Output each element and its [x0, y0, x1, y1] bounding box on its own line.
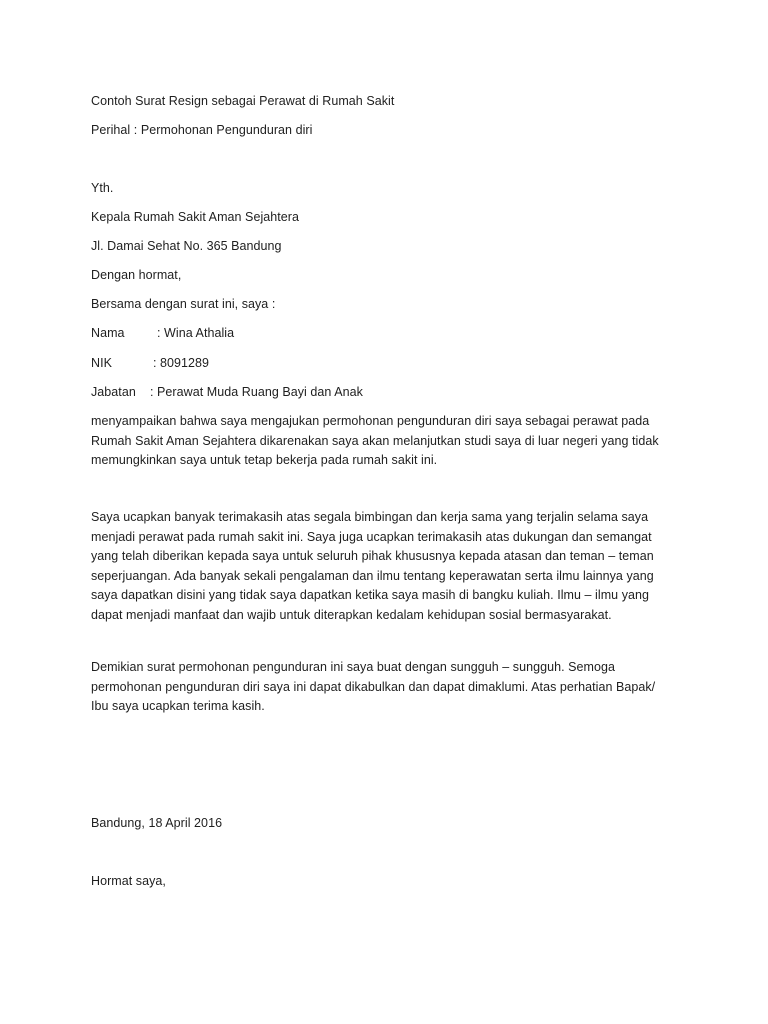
closing: Hormat saya, — [91, 874, 166, 888]
recipient-name: Kepala Rumah Sakit Aman Sejahtera — [91, 210, 300, 224]
identity-row-nama — [91, 325, 235, 341]
paragraph-line: menjadi perawat pada rumah sakit ini. Saya juga ucapkan terimakasih atas dukungan dan semangat — [91, 529, 652, 544]
paragraph-line: yang telah diberikan kepada saya untuk seluruh pihak khususnya kepada atasan dan teman – teman — [91, 549, 654, 563]
identity-label: Jabatan — [91, 385, 136, 399]
identity-row-nik — [91, 355, 210, 371]
greeting: Dengan hormat, — [91, 268, 182, 282]
paragraph-line: permohonan pengunduran diri saya ini dapat dikabulkan dan dapat dimaklumi. Atas perhatian Bapak/ — [91, 679, 656, 694]
paragraph-line: seperjuangan. Ada banyak sekali pengalaman dan ilmu tentang keperawatan serta ilmu lainnya yang — [91, 568, 654, 583]
paragraph-line: saya dapatkan disini yang tidak saya dapatkan ketika saya masih di bangku kuliah. Ilmu – ilmu yang — [91, 588, 649, 602]
paragraph-line: Demikian surat permohonan pengunduran ini saya buat dengan sungguh – sungguh. Semoga — [91, 660, 616, 674]
paragraph-line: dapat menjadi manfaat dan wajib untuk diterapkan kedalam kehidupan sosial bermasyarakat. — [91, 607, 612, 622]
paragraph-line: Saya ucapkan banyak terimakasih atas segala bimbingan dan kerja sama yang terjalin selama saya — [91, 510, 649, 524]
letter-title: Contoh Surat Resign sebagai Perawat di Rumah Sakit — [91, 94, 395, 108]
paragraph-line: Rumah Sakit Aman Sejahtera dikarenakan saya akan melanjutkan studi saya di luar negeri yang tidak — [91, 433, 659, 448]
identity-value: : Wina Athalia — [157, 326, 235, 340]
paragraph-2 — [91, 508, 671, 625]
identity-value: : Perawat Muda Ruang Bayi dan Anak — [150, 385, 363, 399]
paragraph-line: menyampaikan bahwa saya mengajukan permohonan pengunduran diri saya sebagai perawat pada — [91, 414, 650, 428]
identity-value: : 8091289 — [153, 356, 210, 370]
paragraph-1 — [91, 412, 671, 471]
identity-row-jabatan — [91, 384, 363, 400]
intro-line: Bersama dengan surat ini, saya : — [91, 297, 276, 311]
place-date: Bandung, 18 April 2016 — [91, 816, 223, 830]
identity-label: Nama — [91, 326, 125, 340]
paragraph-3 — [91, 658, 671, 717]
salutation-to: Yth. — [91, 181, 114, 195]
recipient-address: Jl. Damai Sehat No. 365 Bandung — [91, 239, 282, 253]
paragraph-line: Ibu saya ucapkan terima kasih. — [91, 699, 265, 713]
identity-label: NIK — [91, 356, 112, 370]
letter-subject: Perihal : Permohonan Pengunduran diri — [91, 123, 313, 137]
paragraph-line: memungkinkan saya untuk tetap bekerja pada rumah sakit ini. — [91, 453, 438, 467]
